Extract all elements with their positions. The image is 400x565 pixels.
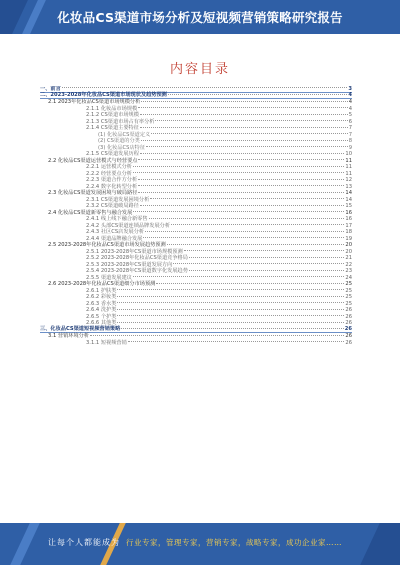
toc-leader-dots	[133, 166, 344, 167]
toc-entry-page: 26	[345, 313, 352, 320]
toc-entry-title: 2.5 2023-2028年化妆品CS渠道市场发展趋势预测	[48, 242, 166, 248]
toc-entry-title: 2.4.3 社区CS店发展分析	[86, 229, 145, 235]
toc-entry-page: 14	[345, 190, 352, 196]
toc-leader-dots	[138, 185, 344, 186]
toc-entry-title: 2.1.5 CS渠道发展历程	[86, 151, 139, 157]
toc-entry-title: 2.2 化妆品CS渠道运营模式与经营要点	[48, 157, 138, 164]
toc-leader-dots	[143, 237, 344, 238]
toc-entry-title: 2.5.2 2023-2028年化妆品CS渠道竞争格局	[86, 255, 188, 261]
toc-entry-title: 2.3 化妆品CS渠道发展困境与破局路径	[48, 190, 138, 196]
toc-entry-title: 三、化妆品CS渠道短视频营销策略	[40, 326, 121, 332]
toc-entry-title: 2.5.1 2023-2028年CS渠道市场规模预测	[86, 248, 183, 255]
toc-entry-title: 2.6.2 彩妆类	[86, 294, 117, 300]
toc-entry-title: 2.3.2 CS渠道破局路径	[86, 203, 139, 209]
toc-entry-title: 2.5.5 渠道发展建议	[86, 274, 132, 281]
toc-entry-page: 16	[345, 209, 352, 216]
toc-heading: 内容目录	[169, 62, 230, 77]
footer-decoration	[10, 523, 40, 565]
toc-entry-page: 11	[345, 164, 352, 170]
report-title: 化妆品CS渠道市场分析及短视频营销策略研究报告	[57, 10, 343, 25]
toc-entry-page: 17	[345, 222, 352, 229]
toc-entry-page: 26	[344, 326, 352, 332]
toc-entry-page: 26	[345, 333, 352, 339]
toc-entry-page: 25	[345, 281, 352, 287]
header-banner	[0, 0, 400, 34]
toc-entry-title: 3.1.1 短视频营销	[86, 339, 127, 346]
toc-leader-dots	[133, 211, 344, 212]
toc-leader-dots	[151, 133, 347, 134]
toc-entry-page: 4	[348, 105, 352, 112]
toc-leader-dots	[150, 198, 344, 199]
toc-entry-page: 26	[345, 307, 352, 313]
toc-entry-title: (2) CS渠道的分类	[98, 138, 140, 144]
toc-leader-dots	[138, 159, 344, 160]
toc-leader-dots	[140, 205, 345, 206]
toc-entry-title: 2.1.4 CS渠道主要特征	[86, 125, 139, 131]
toc-entry-page: 25	[345, 300, 352, 307]
toc-leader-dots	[168, 94, 348, 95]
toc-leader-dots	[167, 244, 345, 245]
toc-entry-page: 3	[348, 86, 352, 92]
toc-entry-page: 7	[348, 125, 352, 131]
toc-leader-dots	[117, 309, 344, 310]
toc-leader-dots	[189, 257, 344, 258]
toc-entry-title: 2.1.3 CS渠道市场占有率分析	[86, 118, 155, 125]
toc-entry-page: 11	[345, 170, 352, 177]
toc-leader-dots	[138, 192, 344, 193]
footer-banner	[0, 523, 400, 565]
toc-entry-page: 22	[345, 261, 352, 268]
toc-entry-page: 23	[345, 268, 352, 274]
toc-entry-title: 2.2.4 数字化转型分析	[86, 183, 138, 190]
toc-entry-title: 2.4.1 线上线下融合新零售	[86, 216, 148, 222]
toc-entry-page: 4	[348, 92, 352, 98]
toc-entry-page: 21	[345, 255, 352, 261]
toc-entry-page: 14	[345, 196, 352, 203]
toc-entry-page: 15	[345, 203, 352, 209]
toc-leader-dots	[117, 296, 344, 297]
table-of-contents	[40, 86, 352, 516]
toc-entry-title: 2.1.2 CS渠道市场规模	[86, 112, 139, 118]
toc-entry-title: 3.1 营销环境分析	[48, 333, 90, 339]
toc-entry-page: 16	[345, 216, 352, 222]
toc-leader-dots	[140, 114, 348, 115]
footer-slogan-right: 行业专家，管理专家，营销专家，战略专家，成功企业家……	[126, 538, 342, 547]
toc-leader-dots	[141, 101, 347, 102]
toc-entry-title: 2.6 2023-2028年化妆品CS渠道细分市场预测	[48, 281, 156, 287]
toc-entry-page: 13	[345, 183, 352, 190]
toc-entry-title: (1) 化妆品CS渠道定义	[98, 131, 151, 138]
toc-leader-dots	[140, 127, 348, 128]
toc-entry-title: 2.6.6 其他类	[86, 320, 117, 326]
footer-slogan-left: 让每个人都能成为	[48, 538, 120, 547]
toc-leader-dots	[117, 315, 344, 316]
toc-entry-page: 9	[348, 144, 352, 151]
toc-entry-title: 2.2.3 渠道合作方分析	[86, 177, 138, 183]
toc-entry-page: 24	[345, 274, 352, 281]
toc-leader-dots	[90, 335, 344, 336]
toc-leader-dots	[117, 289, 344, 290]
toc-leader-dots	[128, 341, 345, 342]
toc-leader-dots	[146, 146, 348, 147]
toc-entry-page: 25	[345, 294, 352, 300]
toc-leader-dots	[117, 302, 344, 303]
toc-leader-dots	[149, 218, 345, 219]
toc-entry-title: 2.1.1 化妆品市场规模	[86, 105, 138, 112]
toc-leader-dots	[155, 120, 347, 121]
toc-leader-dots	[117, 322, 344, 323]
toc-entry-title: 2.5.3 2023-2028年CS渠道发展方向	[86, 261, 173, 268]
toc-entry-title: 2.6.1 护肤类	[86, 287, 117, 294]
footer-decoration	[360, 523, 400, 565]
toc-entry-title: 2.2.1 运营模式分析	[86, 164, 132, 170]
toc-entry-page: 12	[345, 177, 352, 183]
toc-entry-page: 20	[345, 248, 352, 255]
toc-entry-page: 18	[345, 229, 352, 235]
toc-leader-dots	[138, 107, 348, 108]
toc-leader-dots	[121, 328, 344, 329]
toc-leader-dots	[156, 283, 344, 284]
toc-entry-title: (3) 化妆品CS店特征	[98, 144, 146, 151]
toc-entry-page: 5	[348, 112, 352, 118]
toc-leader-dots	[133, 172, 344, 173]
toc-entry-page: 26	[345, 339, 352, 346]
toc-leader-dots	[145, 231, 344, 232]
toc-entry-title: 2.5.4 2023-2028年CS渠道数字化发展趋势	[86, 268, 188, 274]
toc-entry-title: 2.1 2023年化妆品CS渠道市场规模分析	[48, 99, 141, 105]
toc-leader-dots	[62, 87, 348, 88]
toc-leader-dots	[138, 179, 344, 180]
toc-entry-page: 20	[345, 242, 352, 248]
toc-entry-title: 2.2.2 经营要点分析	[86, 170, 132, 177]
toc-entry-page: 19	[345, 235, 352, 242]
toc-entry-title: 2.6.5 个护类	[86, 313, 117, 320]
toc-entry-page: 4	[348, 99, 352, 105]
toc-entry-title: 2.6.4 洗护类	[86, 307, 117, 313]
toc-entry-page: 11	[345, 157, 352, 164]
toc-entry-title: 一、前言	[40, 86, 61, 92]
toc-entry-title: 2.4.4 渠道品牌融合发展	[86, 235, 143, 242]
toc-entry-title: 二、2023-2028年化妆品CS渠道市场现状及趋势预测	[40, 92, 167, 98]
toc-entry-title: 2.6.3 香水类	[86, 300, 117, 307]
toc-entry-page: 7	[348, 131, 352, 138]
toc-entry-title: 2.3.1 CS渠道发展困境分析	[86, 196, 150, 203]
toc-leader-dots	[189, 270, 344, 271]
toc-leader-dots	[141, 140, 348, 141]
toc-leader-dots	[184, 250, 345, 251]
toc-entry-title: 2.4 化妆品CS渠道新零售与融合发展	[48, 209, 133, 216]
toc-entry-page: 26	[345, 320, 352, 326]
toc-entry-page: 8	[348, 138, 352, 144]
toc-leader-dots	[133, 276, 344, 277]
toc-leader-dots	[171, 224, 344, 225]
toc-leader-dots	[140, 153, 345, 154]
toc-entry[interactable]	[40, 340, 352, 347]
toc-leader-dots	[173, 263, 344, 264]
toc-entry-title: 2.4.2 头部CS渠道连锁品牌发展分析	[86, 222, 171, 229]
toc-entry-page: 25	[345, 287, 352, 294]
toc-entry-page: 6	[348, 118, 352, 125]
toc-entry-page: 10	[345, 151, 352, 157]
